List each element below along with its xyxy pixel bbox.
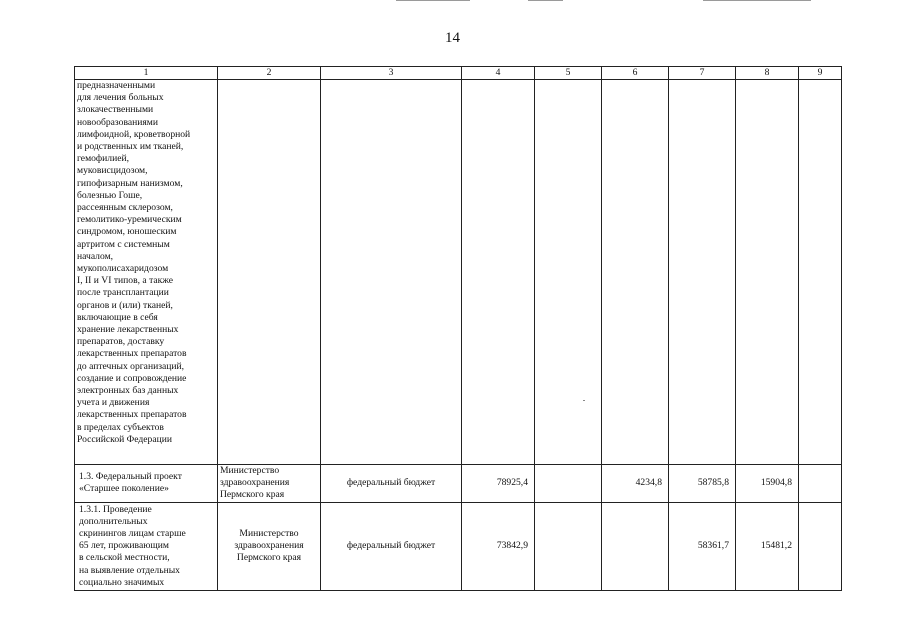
table-row xyxy=(75,80,842,465)
budget-table xyxy=(74,66,842,591)
scan-artifact-dot xyxy=(583,400,585,401)
row-value-col4: 78925,4 xyxy=(462,465,535,503)
column-number-row xyxy=(75,67,842,80)
row-value-col8 xyxy=(736,80,799,465)
row-value-col4: 73842,9 xyxy=(462,502,535,590)
column-number: 2 xyxy=(218,67,321,80)
column-number: 1 xyxy=(75,67,218,80)
column-number: 4 xyxy=(462,67,535,80)
row-value-col9 xyxy=(799,465,842,503)
row-value-col9 xyxy=(799,80,842,465)
row-funding-source: федеральный бюджет xyxy=(321,502,462,590)
row-executor: Министерство здравоохранения Пермского края xyxy=(218,465,321,503)
page-number: 14 xyxy=(445,30,460,46)
row-executor: Министерство здравоохранения Пермского края xyxy=(218,502,321,590)
row-value-col8: 15904,8 xyxy=(736,465,799,503)
row-value-col5 xyxy=(535,502,602,590)
top-rule-middle xyxy=(528,0,563,1)
top-rule-left xyxy=(396,0,470,1)
row-funding-source: федеральный бюджет xyxy=(321,465,462,503)
row-value-col6 xyxy=(602,80,669,465)
row-description: 1.3.1. Проведение дополнительных скринингов лицам старше 65 лет, проживающим в сельской местности, на выявление отдельных социально значимых xyxy=(75,502,218,590)
column-number: 7 xyxy=(669,67,736,80)
row-value-col9 xyxy=(799,502,842,590)
column-number: 9 xyxy=(799,67,842,80)
row-description: предназначенными для лечения больных злокачественными новообразованиями лимфоидной, кроветворной и родственных им тканей, гемофилией, муковисцидозом, гипофизарным нанизмом, болезнью Гоше, рассеянным склерозом, гемолитико-уремическим синдромом, юношеским артритом с системным началом, мукополисахаридозом I, II и VI типов, а также после трансплантации органов и (или) тканей, включающие в себя хранение лекарственных препаратов, доставку лекарственных препаратов до аптечных организаций, создание и сопровождение электронных баз данных учета и движения лекарственных препаратов в пределах субъектов Российской Федерации xyxy=(75,80,218,465)
row-value-col6 xyxy=(602,502,669,590)
row-value-col4 xyxy=(462,80,535,465)
column-number: 6 xyxy=(602,67,669,80)
row-value-col7: 58785,8 xyxy=(669,465,736,503)
row-value-col6: 4234,8 xyxy=(602,465,669,503)
row-value-col7 xyxy=(669,80,736,465)
table-row xyxy=(75,465,842,503)
row-executor xyxy=(218,80,321,465)
row-value-col5 xyxy=(535,80,602,465)
column-number: 5 xyxy=(535,67,602,80)
top-rule-right xyxy=(703,0,811,1)
row-value-col8: 15481,2 xyxy=(736,502,799,590)
column-number: 3 xyxy=(321,67,462,80)
row-description: 1.3. Федеральный проект «Старшее поколение» xyxy=(75,465,218,503)
row-value-col5 xyxy=(535,465,602,503)
row-funding-source xyxy=(321,80,462,465)
table-row xyxy=(75,502,842,590)
row-value-col7: 58361,7 xyxy=(669,502,736,590)
column-number: 8 xyxy=(736,67,799,80)
